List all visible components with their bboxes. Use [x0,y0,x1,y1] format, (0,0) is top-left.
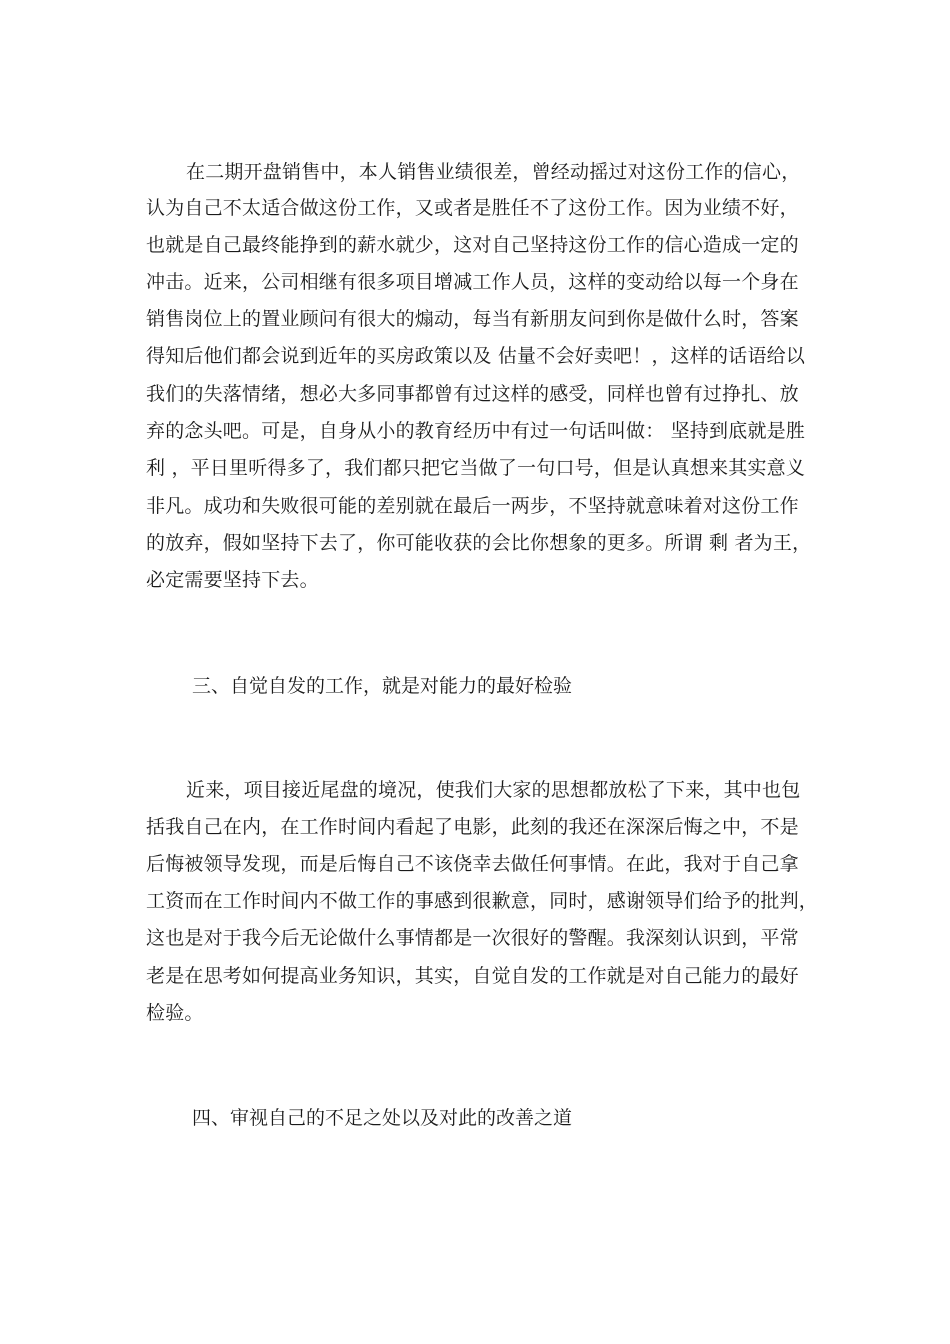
paragraph2-line-7: 检验。 [146,1002,204,1024]
paragraph1-line-11: 的放弃，假如坚持下去了，你可能收获的会比你想象的更多。所谓 剩 者为王， [146,532,812,554]
section-heading-3: 三、自觉自发的工作，就是对能力的最好检验 [192,675,573,697]
paragraph1-line-1: 在二期开盘销售中，本人销售业绩很差，曾经动摇过对这份工作的信心， [186,161,801,183]
paragraph2-line-4: 工资而在工作时间内不做工作的事感到很歉意，同时，感谢领导们给予的批判， [146,890,819,912]
paragraph2-line-6: 老是在思考如何提高业务知识，其实，自觉自发的工作就是对自己能力的最好 [146,965,799,987]
paragraph1-line-6: 得知后他们都会说到近年的买房政策以及 估量不会好卖吧！，这样的话语给以 [146,345,806,367]
paragraph2-line-1: 近来，项目接近尾盘的境况，使我们大家的思想都放松了下来，其中也包 [186,779,801,801]
paragraph2-line-5: 这也是对于我今后无论做什么事情都是一次很好的警醒。我深刻认识到，平常 [146,927,799,949]
paragraph1-line-10: 非凡。成功和失败很可能的差别就在最后一两步，不坚持就意味着对这份工作 [146,495,799,517]
paragraph1-line-5: 销售岗位上的置业顾问有很大的煽动，每当有新朋友问到你是做什么时，答案 [146,308,799,330]
paragraph1-line-7: 我们的失落情绪，想必大多同事都曾有过这样的感受，同样也曾有过挣扎、放 [146,383,799,405]
paragraph1-line-3: 也就是自己最终能挣到的薪水就少，这对自己坚持这份工作的信心造成一定的 [146,234,799,256]
paragraph2-line-2: 括我自己在内，在工作时间内看起了电影，此刻的我还在深深后悔之中，不是 [146,816,799,838]
paragraph2-line-3: 后悔被领导发现，而是后悔自己不该侥幸去做任何事情。在此，我对于自己拿 [146,853,799,875]
paragraph1-line-12: 必定需要坚持下去。 [146,569,319,591]
section-heading-4: 四、审视自己的不足之处以及对此的改善之道 [192,1107,573,1129]
paragraph1-line-4: 冲击。近来，公司相继有很多项目增减工作人员，这样的变动给以每一个身在 [146,271,799,293]
paragraph1-line-8: 弃的念头吧。可是，自身从小的教育经历中有过一句话叫做： 坚持到底就是胜 [146,420,806,442]
paragraph1-line-9: 利 ，平日里听得多了，我们都只把它当做了一句口号，但是认真想来其实意义 [146,457,806,479]
paragraph1-line-2: 认为自己不太适合做这份工作，又或者是胜任不了这份工作。因为业绩不好， [146,197,799,219]
